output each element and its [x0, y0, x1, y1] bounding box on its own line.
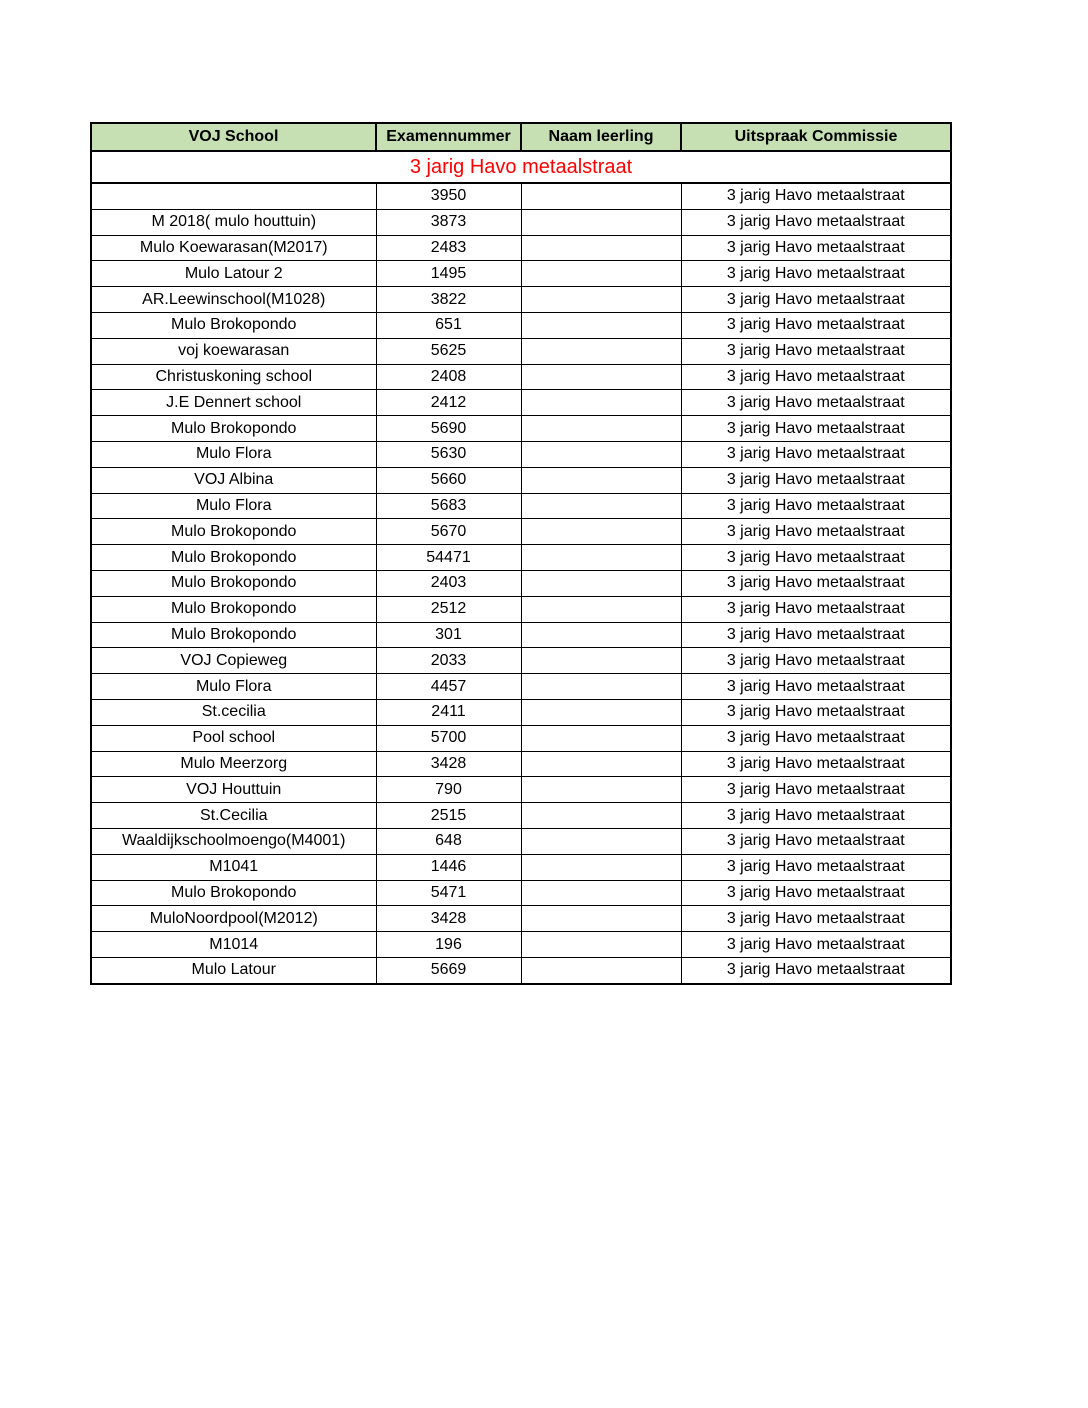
- cell-examennummer: 2512: [376, 596, 521, 622]
- cell-examennummer: 5700: [376, 725, 521, 751]
- cell-uitspraak: 3 jarig Havo metaalstraat: [681, 803, 951, 829]
- cell-school: Mulo Latour: [91, 957, 376, 983]
- cell-examennummer: 5625: [376, 338, 521, 364]
- table-row: [91, 854, 951, 880]
- section-title: 3 jarig Havo metaalstraat: [91, 151, 951, 183]
- results-table-container: [90, 122, 950, 985]
- cell-uitspraak: 3 jarig Havo metaalstraat: [681, 622, 951, 648]
- table-row: [91, 519, 951, 545]
- cell-examennummer: 5471: [376, 880, 521, 906]
- cell-uitspraak: 3 jarig Havo metaalstraat: [681, 183, 951, 209]
- cell-naam-leerling: [521, 751, 681, 777]
- cell-uitspraak: 3 jarig Havo metaalstraat: [681, 777, 951, 803]
- cell-school: Waaldijkschoolmoengo(M4001): [91, 828, 376, 854]
- cell-naam-leerling: [521, 441, 681, 467]
- cell-uitspraak: 3 jarig Havo metaalstraat: [681, 854, 951, 880]
- header-examennummer: Examennummer: [376, 123, 521, 151]
- table-row: [91, 648, 951, 674]
- cell-uitspraak: 3 jarig Havo metaalstraat: [681, 596, 951, 622]
- cell-uitspraak: 3 jarig Havo metaalstraat: [681, 674, 951, 700]
- cell-uitspraak: 3 jarig Havo metaalstraat: [681, 699, 951, 725]
- cell-naam-leerling: [521, 777, 681, 803]
- cell-uitspraak: 3 jarig Havo metaalstraat: [681, 390, 951, 416]
- cell-examennummer: 1495: [376, 261, 521, 287]
- section-row: [91, 151, 951, 183]
- table-row: [91, 441, 951, 467]
- cell-school: VOJ Copieweg: [91, 648, 376, 674]
- cell-uitspraak: 3 jarig Havo metaalstraat: [681, 725, 951, 751]
- cell-school: M1041: [91, 854, 376, 880]
- cell-uitspraak: 3 jarig Havo metaalstraat: [681, 312, 951, 338]
- cell-uitspraak: 3 jarig Havo metaalstraat: [681, 493, 951, 519]
- results-table: [90, 122, 952, 985]
- cell-examennummer: 301: [376, 622, 521, 648]
- table-row: [91, 699, 951, 725]
- table-row: [91, 338, 951, 364]
- cell-uitspraak: 3 jarig Havo metaalstraat: [681, 880, 951, 906]
- cell-uitspraak: 3 jarig Havo metaalstraat: [681, 648, 951, 674]
- cell-school: Mulo Koewarasan(M2017): [91, 235, 376, 261]
- table-row: [91, 467, 951, 493]
- cell-naam-leerling: [521, 183, 681, 209]
- table-row: [91, 261, 951, 287]
- cell-school: [91, 183, 376, 209]
- cell-examennummer: 54471: [376, 545, 521, 571]
- cell-naam-leerling: [521, 828, 681, 854]
- cell-naam-leerling: [521, 596, 681, 622]
- table-row: [91, 312, 951, 338]
- table-body: [91, 151, 951, 984]
- table-row: [91, 416, 951, 442]
- cell-uitspraak: 3 jarig Havo metaalstraat: [681, 519, 951, 545]
- cell-school: Mulo Flora: [91, 493, 376, 519]
- cell-school: St.Cecilia: [91, 803, 376, 829]
- cell-naam-leerling: [521, 854, 681, 880]
- header-voj-school: VOJ School: [91, 123, 376, 151]
- cell-examennummer: 196: [376, 932, 521, 958]
- cell-naam-leerling: [521, 209, 681, 235]
- cell-school: Mulo Brokopondo: [91, 570, 376, 596]
- cell-naam-leerling: [521, 648, 681, 674]
- cell-school: Mulo Brokopondo: [91, 519, 376, 545]
- cell-uitspraak: 3 jarig Havo metaalstraat: [681, 364, 951, 390]
- cell-examennummer: 1446: [376, 854, 521, 880]
- cell-examennummer: 2515: [376, 803, 521, 829]
- table-row: [91, 828, 951, 854]
- cell-school: MuloNoordpool(M2012): [91, 906, 376, 932]
- cell-naam-leerling: [521, 338, 681, 364]
- cell-naam-leerling: [521, 674, 681, 700]
- cell-naam-leerling: [521, 622, 681, 648]
- cell-uitspraak: 3 jarig Havo metaalstraat: [681, 287, 951, 313]
- cell-school: Mulo Meerzorg: [91, 751, 376, 777]
- cell-school: Mulo Flora: [91, 441, 376, 467]
- table-row: [91, 777, 951, 803]
- table-row: [91, 235, 951, 261]
- cell-examennummer: 5670: [376, 519, 521, 545]
- table-row: [91, 751, 951, 777]
- cell-naam-leerling: [521, 312, 681, 338]
- cell-naam-leerling: [521, 287, 681, 313]
- table-row: [91, 390, 951, 416]
- cell-uitspraak: 3 jarig Havo metaalstraat: [681, 416, 951, 442]
- cell-naam-leerling: [521, 725, 681, 751]
- cell-school: J.E Dennert school: [91, 390, 376, 416]
- cell-examennummer: 2483: [376, 235, 521, 261]
- cell-examennummer: 5683: [376, 493, 521, 519]
- cell-naam-leerling: [521, 519, 681, 545]
- header-naam-leerling: Naam leerling: [521, 123, 681, 151]
- table-row: [91, 570, 951, 596]
- cell-examennummer: 3822: [376, 287, 521, 313]
- cell-naam-leerling: [521, 932, 681, 958]
- cell-examennummer: 5660: [376, 467, 521, 493]
- cell-examennummer: 3873: [376, 209, 521, 235]
- cell-examennummer: 648: [376, 828, 521, 854]
- cell-school: Mulo Brokopondo: [91, 312, 376, 338]
- table-row: [91, 545, 951, 571]
- cell-uitspraak: 3 jarig Havo metaalstraat: [681, 467, 951, 493]
- table-row: [91, 725, 951, 751]
- cell-naam-leerling: [521, 906, 681, 932]
- cell-naam-leerling: [521, 235, 681, 261]
- cell-naam-leerling: [521, 880, 681, 906]
- header-uitspraak-commissie: Uitspraak Commissie: [681, 123, 951, 151]
- cell-school: M 2018( mulo houttuin): [91, 209, 376, 235]
- cell-uitspraak: 3 jarig Havo metaalstraat: [681, 906, 951, 932]
- cell-examennummer: 790: [376, 777, 521, 803]
- cell-uitspraak: 3 jarig Havo metaalstraat: [681, 828, 951, 854]
- cell-uitspraak: 3 jarig Havo metaalstraat: [681, 209, 951, 235]
- cell-uitspraak: 3 jarig Havo metaalstraat: [681, 338, 951, 364]
- cell-school: voj koewarasan: [91, 338, 376, 364]
- table-row: [91, 622, 951, 648]
- cell-school: M1014: [91, 932, 376, 958]
- table-row: [91, 932, 951, 958]
- cell-examennummer: 5630: [376, 441, 521, 467]
- table-row: [91, 803, 951, 829]
- cell-naam-leerling: [521, 803, 681, 829]
- table-row: [91, 674, 951, 700]
- cell-naam-leerling: [521, 699, 681, 725]
- cell-examennummer: 5669: [376, 957, 521, 983]
- cell-naam-leerling: [521, 390, 681, 416]
- table-row: [91, 906, 951, 932]
- cell-school: Pool school: [91, 725, 376, 751]
- cell-school: Mulo Flora: [91, 674, 376, 700]
- cell-school: VOJ Albina: [91, 467, 376, 493]
- cell-naam-leerling: [521, 416, 681, 442]
- table-row: [91, 957, 951, 983]
- table-row: [91, 596, 951, 622]
- cell-uitspraak: 3 jarig Havo metaalstraat: [681, 441, 951, 467]
- cell-uitspraak: 3 jarig Havo metaalstraat: [681, 545, 951, 571]
- cell-school: Mulo Brokopondo: [91, 622, 376, 648]
- cell-examennummer: 2412: [376, 390, 521, 416]
- cell-uitspraak: 3 jarig Havo metaalstraat: [681, 751, 951, 777]
- table-row: [91, 364, 951, 390]
- cell-school: Mulo Brokopondo: [91, 416, 376, 442]
- table-row: [91, 287, 951, 313]
- cell-examennummer: 3428: [376, 751, 521, 777]
- cell-examennummer: 2411: [376, 699, 521, 725]
- cell-uitspraak: 3 jarig Havo metaalstraat: [681, 570, 951, 596]
- cell-school: Mulo Latour 2: [91, 261, 376, 287]
- table-row: [91, 880, 951, 906]
- cell-school: Mulo Brokopondo: [91, 596, 376, 622]
- cell-school: Christuskoning school: [91, 364, 376, 390]
- cell-uitspraak: 3 jarig Havo metaalstraat: [681, 932, 951, 958]
- cell-naam-leerling: [521, 957, 681, 983]
- header-row: [91, 123, 951, 151]
- cell-examennummer: 2408: [376, 364, 521, 390]
- cell-uitspraak: 3 jarig Havo metaalstraat: [681, 235, 951, 261]
- cell-naam-leerling: [521, 493, 681, 519]
- cell-school: VOJ Houttuin: [91, 777, 376, 803]
- cell-examennummer: 651: [376, 312, 521, 338]
- cell-examennummer: 5690: [376, 416, 521, 442]
- cell-school: Mulo Brokopondo: [91, 880, 376, 906]
- cell-naam-leerling: [521, 467, 681, 493]
- cell-examennummer: 2033: [376, 648, 521, 674]
- cell-naam-leerling: [521, 364, 681, 390]
- cell-school: AR.Leewinschool(M1028): [91, 287, 376, 313]
- cell-examennummer: 3428: [376, 906, 521, 932]
- cell-naam-leerling: [521, 545, 681, 571]
- cell-school: Mulo Brokopondo: [91, 545, 376, 571]
- cell-examennummer: 4457: [376, 674, 521, 700]
- cell-naam-leerling: [521, 261, 681, 287]
- cell-uitspraak: 3 jarig Havo metaalstraat: [681, 957, 951, 983]
- cell-examennummer: 3950: [376, 183, 521, 209]
- table-row: [91, 209, 951, 235]
- table-row: [91, 183, 951, 209]
- table-row: [91, 493, 951, 519]
- cell-uitspraak: 3 jarig Havo metaalstraat: [681, 261, 951, 287]
- cell-naam-leerling: [521, 570, 681, 596]
- cell-examennummer: 2403: [376, 570, 521, 596]
- cell-school: St.cecilia: [91, 699, 376, 725]
